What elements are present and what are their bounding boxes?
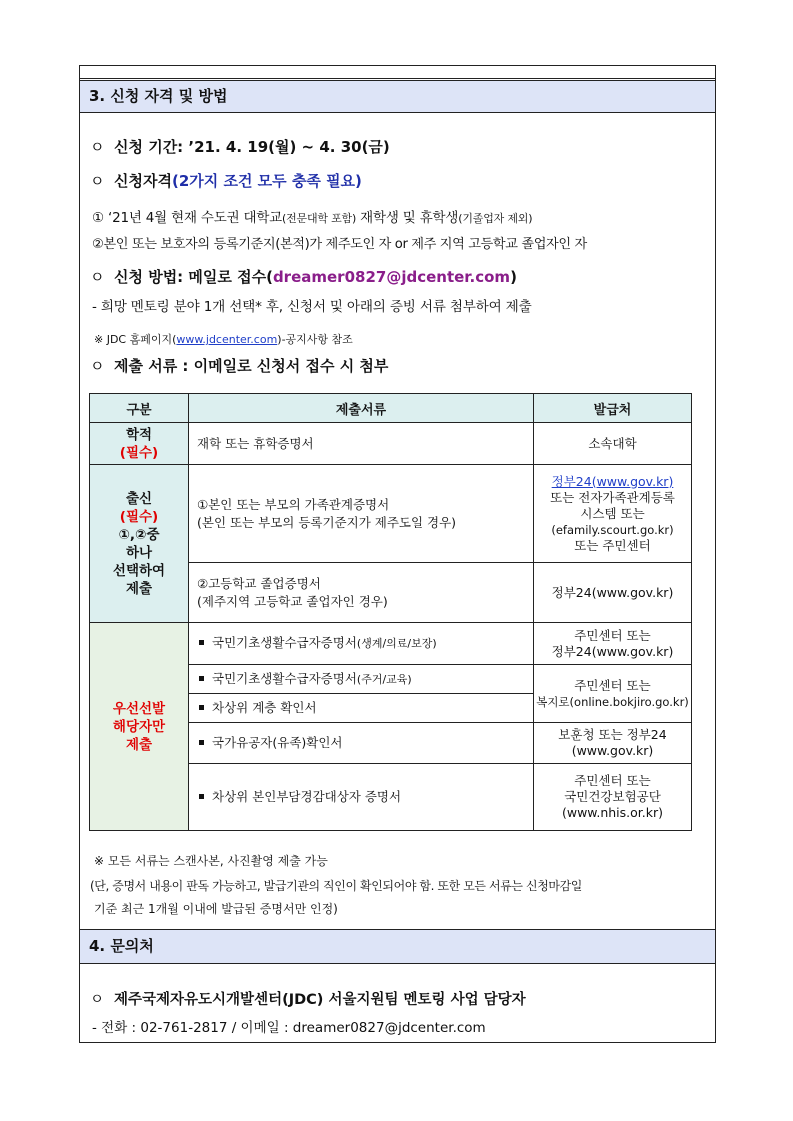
notice-prefix: ※ JDC 홈페이지( <box>94 333 177 346</box>
notice-suffix: )-공지사항 참조 <box>277 333 353 346</box>
section-4-heading: 4. 문의처 <box>80 929 715 964</box>
document-cell <box>189 623 534 665</box>
table-row <box>90 423 692 465</box>
issuer-line: 보훈청 또는 정부24 <box>558 727 667 742</box>
application-period <box>90 136 390 157</box>
gov-link[interactable]: 정부24(www.gov.kr) <box>551 473 674 489</box>
document-cell <box>189 694 534 723</box>
qualification-note: (2가지 조건 모두 충족 필요) <box>171 172 362 190</box>
issuer-cell <box>534 623 692 665</box>
document-cell <box>189 723 534 764</box>
table-header-row <box>90 394 692 423</box>
category-origin <box>90 465 189 623</box>
required-label: (필수) <box>119 508 159 525</box>
choose-text: 제출 <box>125 580 153 597</box>
qualification-1 <box>92 206 532 226</box>
document-frame <box>79 65 716 1043</box>
category-label: 출신 <box>125 490 153 507</box>
method-label: 신청 방법: 메일로 접수( <box>114 268 273 286</box>
method-close: ) <box>510 268 517 286</box>
issuer-line: 주민센터 또는 <box>574 627 651 643</box>
issuer-line: 또는 주민센터 <box>574 537 651 553</box>
issuer-line: 국민건강보험공단 <box>564 789 661 804</box>
document-cell <box>189 563 534 623</box>
document-cell: 재학 또는 휴학증명서 <box>189 423 534 465</box>
document-text: 국가유공자(유족)확인서 <box>212 735 343 750</box>
qualification-heading <box>90 170 362 191</box>
issuer-cell <box>534 665 692 723</box>
footnote-line-1: ※ 모든 서류는 스캔사본, 사진촬영 제출 가능 <box>94 854 328 868</box>
section-3-heading: 3. 신청 자격 및 방법 <box>80 80 715 113</box>
issuer-cell <box>534 723 692 764</box>
qualification-2: ②본인 또는 보호자의 등록기준지(본적)가 제주도인 자 or 제주 지역 고등학교 졸업자인 자 <box>92 237 587 252</box>
issuer-line: 복지로(online.bokjiro.go.kr) <box>536 694 689 709</box>
issuer-line: (www.nhis.or.kr) <box>561 805 664 820</box>
issuer-line: (www.gov.kr) <box>571 743 654 758</box>
square-bullet-icon <box>199 740 204 745</box>
contact-line: - 전화 : 02-761-2817 / 이메일 : dreamer0827@jdcenter.com <box>92 1020 486 1036</box>
issuer-line: 주민센터 또는 <box>574 677 651 693</box>
document-line: (본인 또는 부모의 등록기준지가 제주도일 경우) <box>197 514 457 530</box>
choose-text: 선택하여 <box>112 562 166 579</box>
documents-label: 제출 서류 : 이메일로 신청서 접수 시 첨부 <box>114 357 389 375</box>
contact-heading <box>90 988 526 1009</box>
document-sub: (주거/교육) <box>356 672 412 686</box>
homepage-link[interactable]: www.jdcenter.com <box>176 333 278 346</box>
documents-table <box>89 393 692 831</box>
choose-text: 하나 <box>125 544 153 561</box>
period-text: 신청 기간: ’21. 4. 19(월) ~ 4. 30(금) <box>114 138 390 156</box>
required-label: (필수) <box>119 444 159 461</box>
document-text: 차상위 본인부담경감대상자 증명서 <box>212 789 402 804</box>
issuer-cell: 정부24(www.gov.kr) <box>534 563 692 623</box>
category-priority <box>90 623 189 831</box>
issuer-cell <box>534 764 692 831</box>
issuer-cell: 소속대학 <box>534 423 692 465</box>
issuer-line: 주민센터 또는 <box>574 773 651 788</box>
document-line: ①본인 또는 부모의 가족관계증명서 <box>197 496 390 512</box>
category-label: 학적 <box>125 426 153 443</box>
document-text: 국민기초생활수급자증명서 <box>212 635 357 650</box>
document-cell <box>189 665 534 694</box>
documents-heading <box>90 355 388 376</box>
document-line: (제주지역 고등학교 졸업자인 경우) <box>197 593 388 609</box>
document-text: 차상위 계층 확인서 <box>212 700 317 715</box>
document-cell <box>189 465 534 563</box>
category-label: 제출 <box>125 736 153 753</box>
issuer-line: 시스템 또는 <box>580 505 645 521</box>
document-sub: (생계/의료/보장) <box>356 637 437 650</box>
qualification-1-text: ① ‘21년 4월 현재 수도권 대학교 <box>92 210 283 226</box>
square-bullet-icon <box>199 794 204 799</box>
document-line: ②고등학교 졸업증명서 <box>197 575 321 591</box>
header-documents: 제출서류 <box>189 394 534 423</box>
issuer-line: 정부24(www.gov.kr) <box>551 643 674 659</box>
footnote-line-3: 기준 최근 1개월 이내에 발급된 증명서만 인정) <box>94 902 338 916</box>
header-category: 구분 <box>90 394 189 423</box>
square-bullet-icon <box>199 640 204 645</box>
contact-label: 제주국제자유도시개발센터(JDC) 서울지원팀 멘토링 사업 담당자 <box>114 992 526 1008</box>
choose-text: ①,②중 <box>118 526 160 543</box>
issuer-line: (efamily.scourt.go.kr) <box>551 522 674 537</box>
issuer-line: 또는 전자가족관계등록 <box>550 489 675 505</box>
table-row <box>90 623 692 665</box>
bullet-mark: ㅇ <box>90 138 105 156</box>
category-label: 해당자만 <box>112 718 166 735</box>
table-row <box>90 465 692 563</box>
qualification-1-exclusion: (기졸업자 제외) <box>458 212 533 225</box>
document-text: 국민기초생활수급자증명서 <box>212 670 357 686</box>
qualification-label: 신청자격 <box>114 172 172 190</box>
qualification-1-paren: (전문대학 포함) <box>282 212 357 225</box>
method-email[interactable]: dreamer0827@jdcenter.com <box>272 268 511 286</box>
bullet-mark: ㅇ <box>90 992 105 1008</box>
qualification-1-rest: 재학생 및 휴학생 <box>356 210 459 226</box>
homepage-notice <box>94 331 353 347</box>
bullet-mark: ㅇ <box>90 357 105 375</box>
footnote-line-2: (단, 증명서 내용이 판독 가능하고, 발급기관의 직인이 확인되어야 함. 또한 모든 서류는 신청마감일 <box>90 879 582 893</box>
header-issuer: 발급처 <box>534 394 692 423</box>
square-bullet-icon <box>199 676 204 681</box>
square-bullet-icon <box>199 705 204 710</box>
method-description: - 희망 멘토링 분야 1개 선택* 후, 신청서 및 아래의 증빙 서류 첨부하여 제출 <box>92 299 532 315</box>
top-divider <box>80 78 715 79</box>
category-school <box>90 423 189 465</box>
application-method <box>90 266 517 287</box>
issuer-cell <box>534 465 692 563</box>
category-label: 우선선발 <box>112 700 166 717</box>
bullet-mark: ㅇ <box>90 172 105 190</box>
bullet-mark: ㅇ <box>90 268 105 286</box>
document-cell <box>189 764 534 831</box>
